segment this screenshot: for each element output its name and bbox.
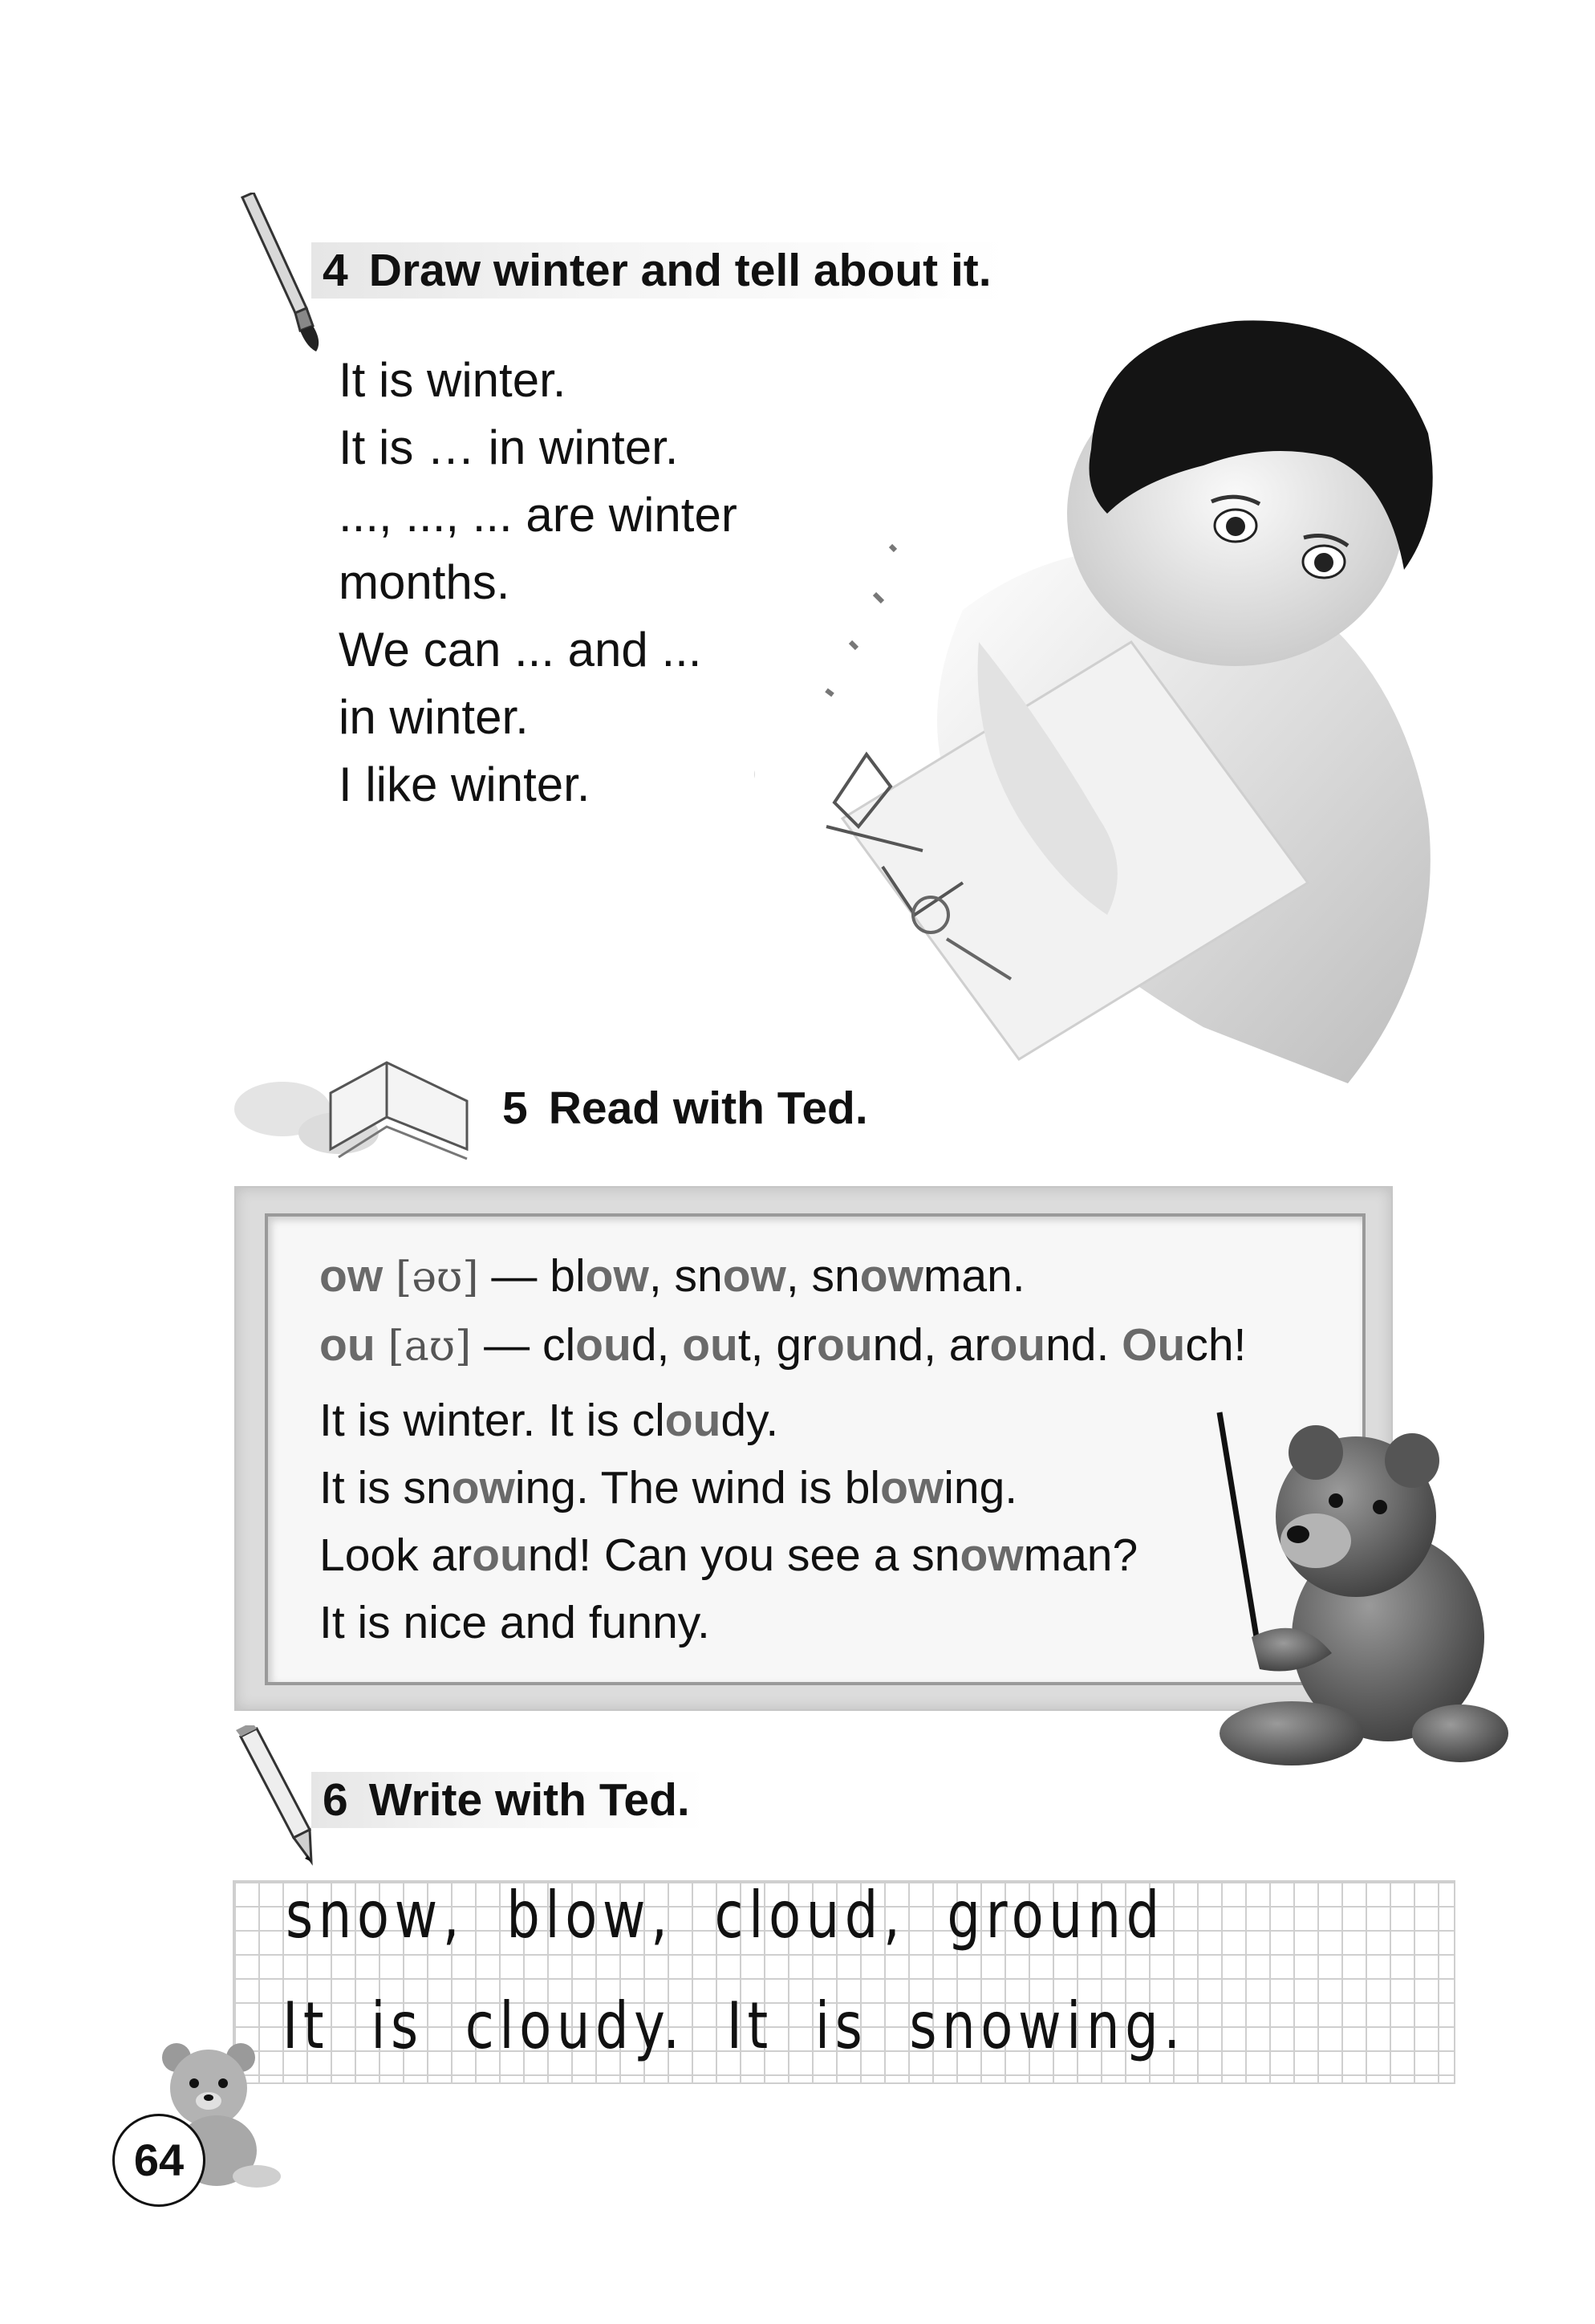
poem-line: It is winter. <box>339 353 566 407</box>
poem-line: ..., ..., ... are winter <box>339 488 737 542</box>
poem-line: We can ... and ... <box>339 623 702 676</box>
handwriting-line: snow, blow, cloud, ground <box>286 1878 1165 1952</box>
passage-line <box>319 1454 1246 1522</box>
phonics-dash: — <box>471 1319 542 1371</box>
exercise-number: 4 <box>323 245 348 296</box>
poem-line: It is … in winter. <box>339 421 679 474</box>
exercise-title: Draw winter and tell about it. <box>368 245 992 296</box>
reading-text <box>319 1242 1246 1656</box>
word-part: cl <box>542 1319 576 1371</box>
passage-line <box>319 1387 1246 1454</box>
passage-text: man? <box>1023 1530 1138 1581</box>
winter-poem <box>339 347 737 819</box>
passage-text: It is winter. It is cl <box>319 1395 665 1446</box>
highlighted-letters: ou <box>575 1319 631 1371</box>
exercise-5-heading <box>491 1080 884 1136</box>
phonics-dash: — <box>478 1250 550 1302</box>
highlighted-letters: Ou <box>1122 1319 1186 1371</box>
highlighted-letters: ou <box>682 1319 738 1371</box>
phonetic-symbol: [aʊ] <box>388 1322 472 1371</box>
phonetic-symbol: [əʊ] <box>396 1253 479 1302</box>
word-part: , <box>785 1250 812 1302</box>
phonics-letters: ow <box>319 1250 384 1302</box>
highlighted-letters: ow <box>880 1462 944 1513</box>
highlighted-letters: ow <box>960 1530 1024 1581</box>
teddy-bear-pointer-illustration <box>1203 1396 1508 1765</box>
poem-line: in winter. <box>339 690 529 744</box>
highlighted-letters: ow <box>451 1462 515 1513</box>
word-part: nd, <box>872 1319 949 1371</box>
open-book-icon <box>226 1053 483 1173</box>
passage-text: It is sn <box>319 1462 452 1513</box>
page-number: 64 <box>112 2114 205 2207</box>
highlighted-letters: ow <box>859 1250 923 1302</box>
poem-line: I like winter. <box>339 758 591 811</box>
exercise-4-heading <box>311 242 1008 299</box>
exercise-title: Read with Ted. <box>548 1083 868 1134</box>
highlighted-letters: ow <box>585 1250 649 1302</box>
word-part: man. <box>923 1250 1025 1302</box>
highlighted-letters: ou <box>664 1395 721 1446</box>
word-part: gr <box>776 1319 818 1371</box>
phonics-row <box>319 1311 1246 1380</box>
passage-line <box>319 1589 1246 1656</box>
phonics-words <box>550 1250 1025 1302</box>
highlighted-letters: ou <box>989 1319 1046 1371</box>
word-part: bl <box>550 1250 586 1302</box>
highlighted-letters: ou <box>817 1319 873 1371</box>
passage-text: ing. <box>944 1462 1018 1513</box>
passage-text: ing. The wind is bl <box>514 1462 881 1513</box>
boy-drawing-illustration <box>754 305 1524 1091</box>
reading-passage <box>319 1387 1246 1656</box>
phonics-words <box>542 1319 1246 1371</box>
word-part: d, <box>631 1319 683 1371</box>
word-part: t, <box>737 1319 777 1371</box>
word-part: ch! <box>1185 1319 1247 1371</box>
word-part: ar <box>948 1319 990 1371</box>
passage-text: dy. <box>720 1395 779 1446</box>
word-part: , <box>648 1250 675 1302</box>
passage-text: Look ar <box>319 1530 473 1581</box>
word-part: nd. <box>1045 1319 1122 1371</box>
phonics-letters: ou <box>319 1319 375 1371</box>
passage-text: nd! Can you see a sn <box>527 1530 960 1581</box>
word-part: sn <box>674 1250 723 1302</box>
exercise-6-heading <box>311 1772 706 1828</box>
handwriting-line: It is cloudy. It is snowing. <box>282 1989 1186 2063</box>
exercise-number: 6 <box>323 1774 348 1826</box>
highlighted-letters: ow <box>722 1250 786 1302</box>
highlighted-letters: ou <box>472 1530 528 1581</box>
word-part: sn <box>811 1250 860 1302</box>
passage-line <box>319 1522 1246 1589</box>
phonics-row <box>319 1242 1246 1311</box>
passage-text: It is nice and funny. <box>319 1597 710 1648</box>
exercise-title: Write with Ted. <box>368 1774 690 1826</box>
pencil-icon <box>233 1725 321 1870</box>
exercise-number: 5 <box>502 1083 528 1134</box>
poem-line: months. <box>339 555 510 609</box>
